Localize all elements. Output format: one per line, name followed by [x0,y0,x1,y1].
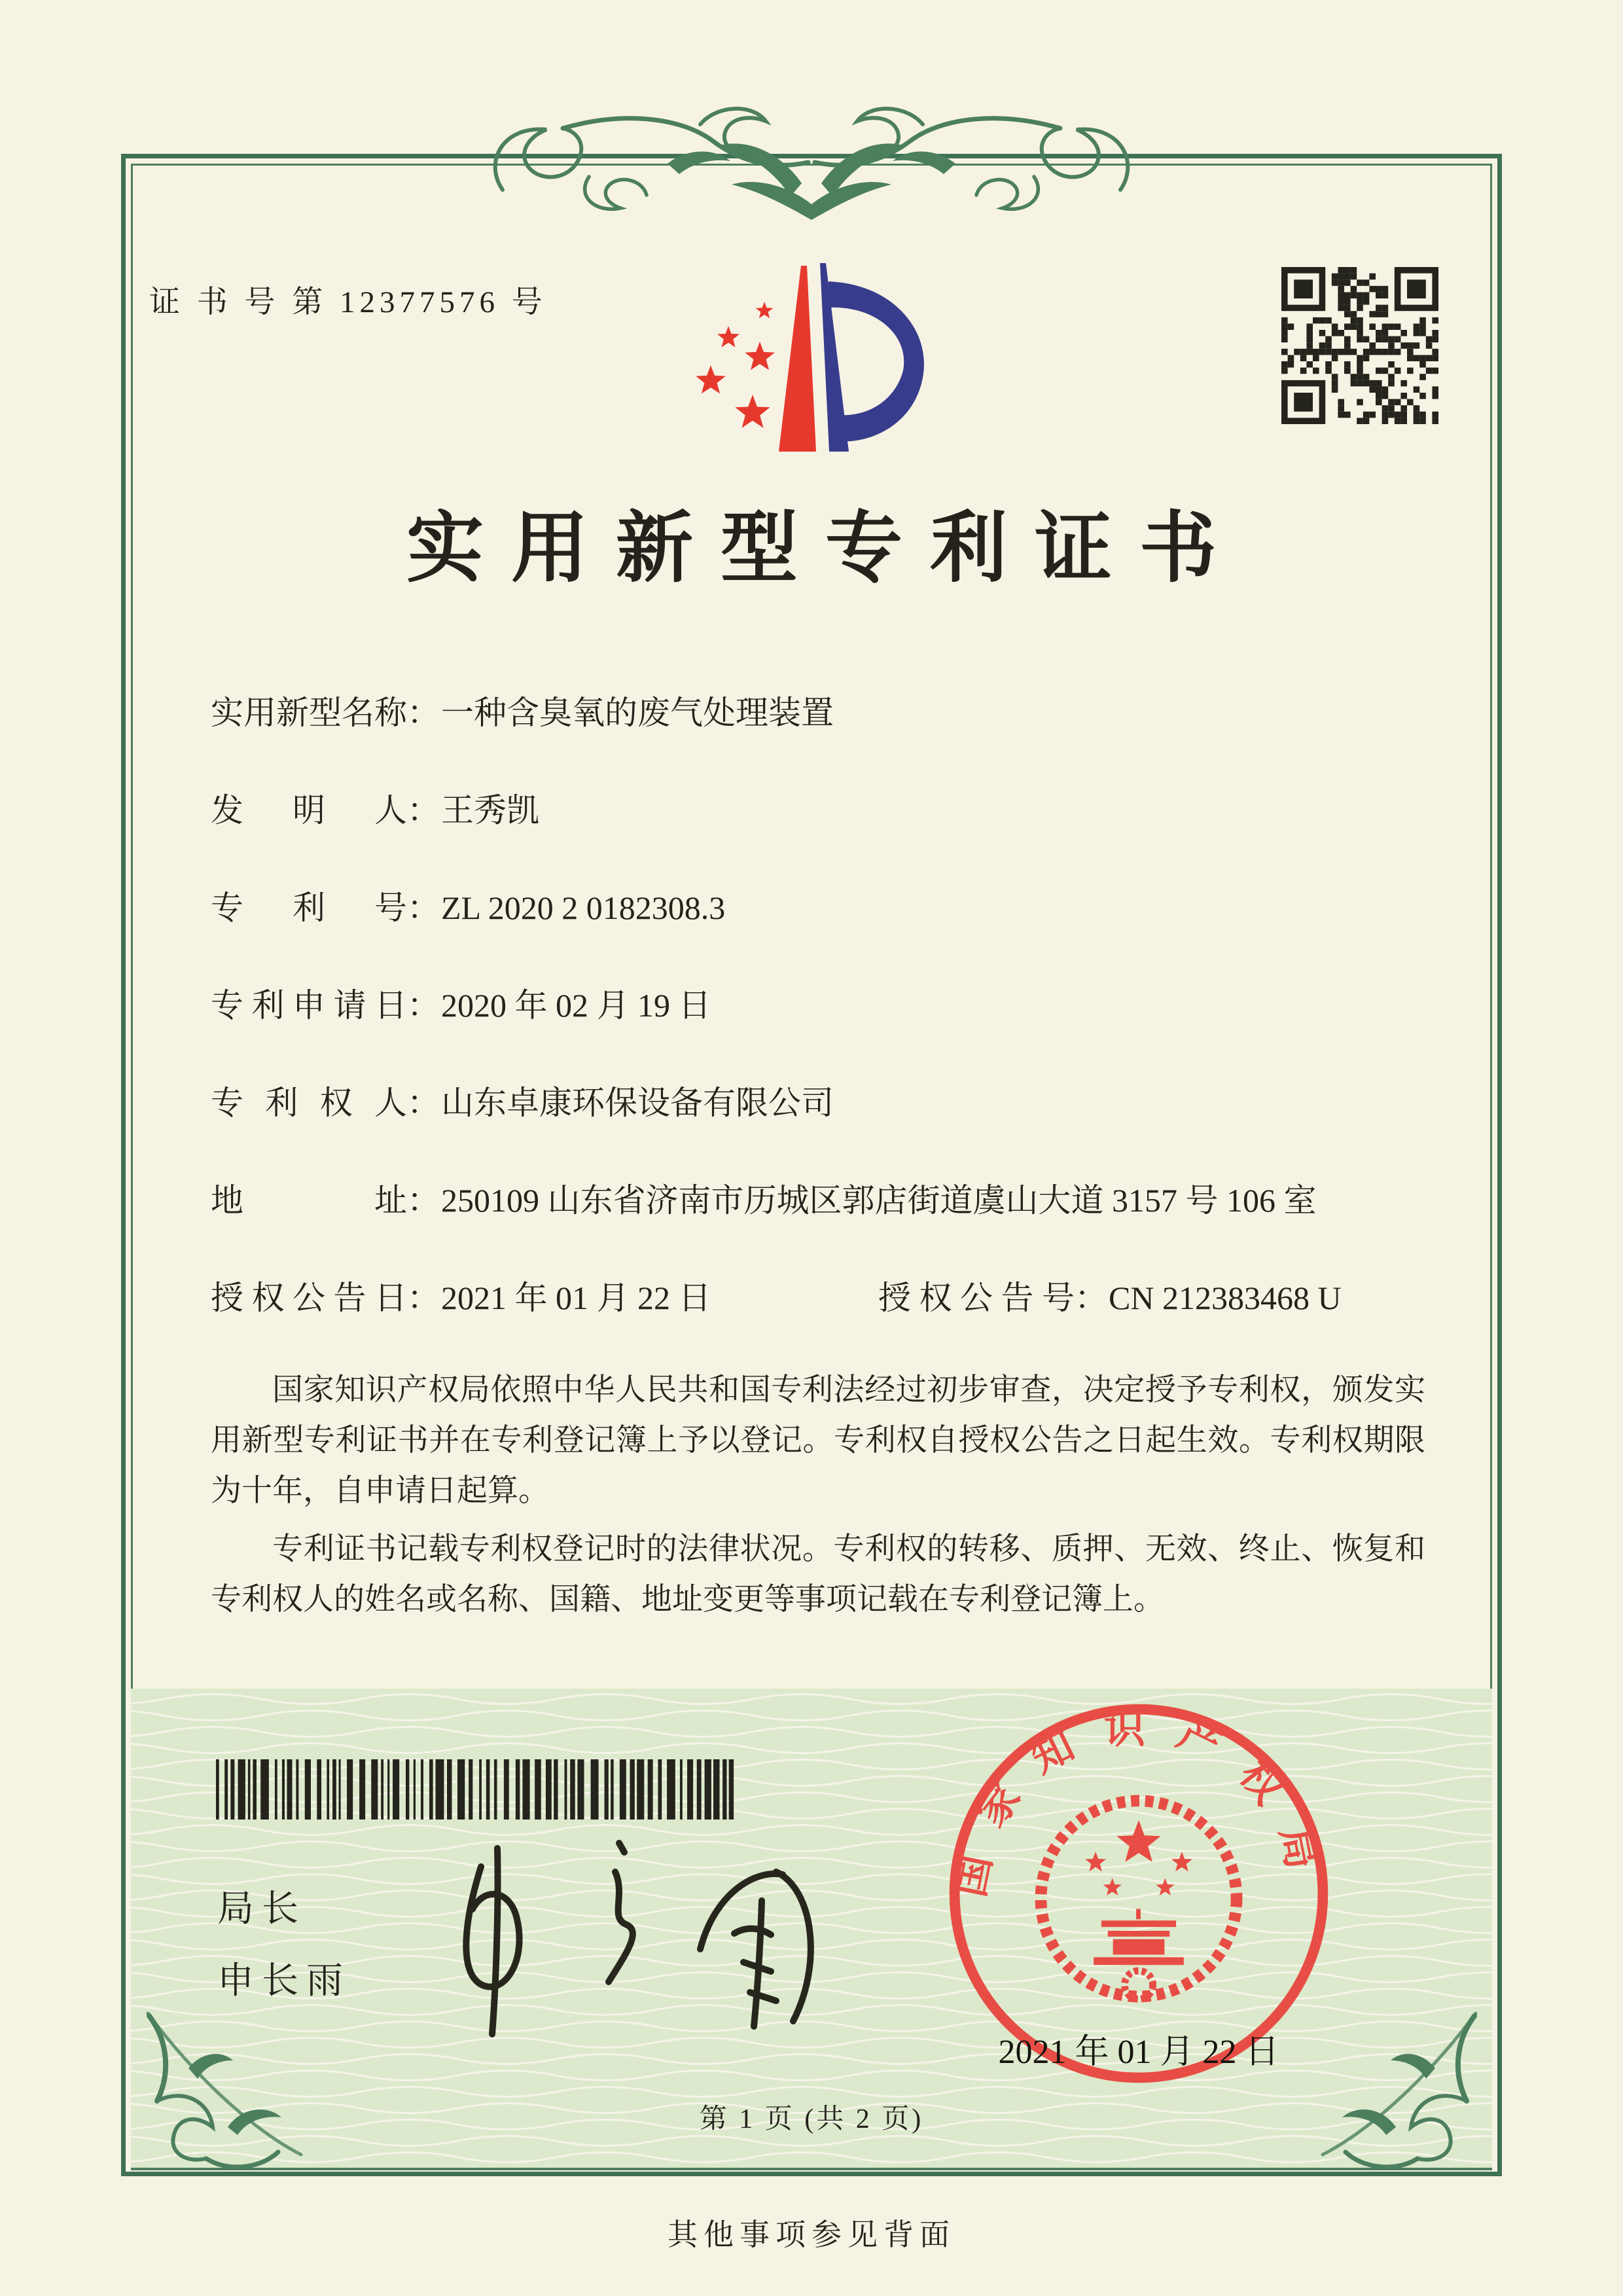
field-row-name: 实用新型名称 ： 一种含臭氧的废气处理装置 [211,685,1389,741]
field-value: ZL 2020 2 0182308.3 [441,889,726,926]
field-label: 授权公告号 [878,1280,1075,1316]
field-row-inventor: 发明人 ： 王秀凯 [211,782,1389,838]
national-emblem [1041,1801,1236,1999]
field-value: 王秀凯 [441,792,539,829]
field-row-address: 地址 ： 250109 山东省济南市历城区郭店街道虞山大道 3157 号 106 室 [211,1172,1389,1229]
seal-arc-text: 国家知识产权局 [946,1706,1331,1901]
certificate-title: 实用新型专利证书 [406,506,1244,592]
field-value: 山东卓康环保设备有限公司 [441,1085,834,1121]
field-label: 发明人 [211,792,407,829]
field-label: 专利号 [211,889,407,926]
field-label: 实用新型名称 [211,694,407,731]
certificate-number: 证 书 号 第 12377576 号 [149,285,547,319]
director-title: 局长 [217,1889,306,1929]
legal-paragraph-2: 专利证书记载专利权登记时的法律状况。专利权的转移、质押、无效、终止、恢复和专利权人的姓名或名称、国籍、地址变更等事项记载在专利登记簿上。 [211,1532,1425,1617]
field-value: 250109 山东省济南市历城区郭店街道虞山大道 3157 号 106 室 [441,1182,1317,1219]
field-label: 专利申请日 [211,987,407,1024]
fields-section [211,685,1389,1367]
field-label: 地址 [211,1182,407,1219]
field-label: 授权公告日 [211,1280,407,1316]
field-value: CN 212383468 U [1109,1280,1342,1316]
field-value: 2021 年 01 月 22 日 [441,1280,711,1316]
director-signature-icon [419,1814,877,2063]
seal-date: 2021 年 01 月 22 日 [998,2034,1279,2071]
field-row-filing-date: 专利申请日 ： 2020 年 02 月 19 日 [211,977,1389,1033]
dragon-flourish-ornament [471,85,1152,223]
director-name: 申长雨 [217,1961,351,2001]
floral-corner-left-icon [130,1990,316,2176]
legal-paragraph-1: 国家知识产权局依照中华人民共和国专利法经过初步审查，决定授予专利权，颁发实用新型专利证书并在专利登记簿上予以登记。专利权自授权公告之日起生效。专利权期限为十年，自申请日起算。 [211,1373,1425,1508]
field-row-patentee: 专利权人 ： 山东卓康环保设备有限公司 [211,1075,1389,1131]
cnipa-logo-icon [681,243,929,459]
field-value: 一种含臭氧的废气处理装置 [441,694,834,731]
footer-note: 其他事项参见背面 [668,2218,955,2251]
grant-number-pair: 授权公告号 ： CN 212383468 U [878,1270,1342,1326]
legal-text [211,1365,1425,1625]
director-block [217,1873,351,2017]
qr-code-icon [1281,267,1438,424]
field-value: 2020 年 02 月 19 日 [441,987,711,1024]
field-row-patent-no: 专利号 ： ZL 2020 2 0182308.3 [211,880,1389,936]
field-row-grant: 授权公告日 ： 2021 年 01 月 22 日 授权公告号 ： CN 212383468 U [211,1270,1389,1326]
field-label: 专利权人 [211,1085,407,1121]
barcode-icon [216,1759,746,1820]
page-indicator: 第 1 页 (共 2 页) [699,2104,924,2134]
